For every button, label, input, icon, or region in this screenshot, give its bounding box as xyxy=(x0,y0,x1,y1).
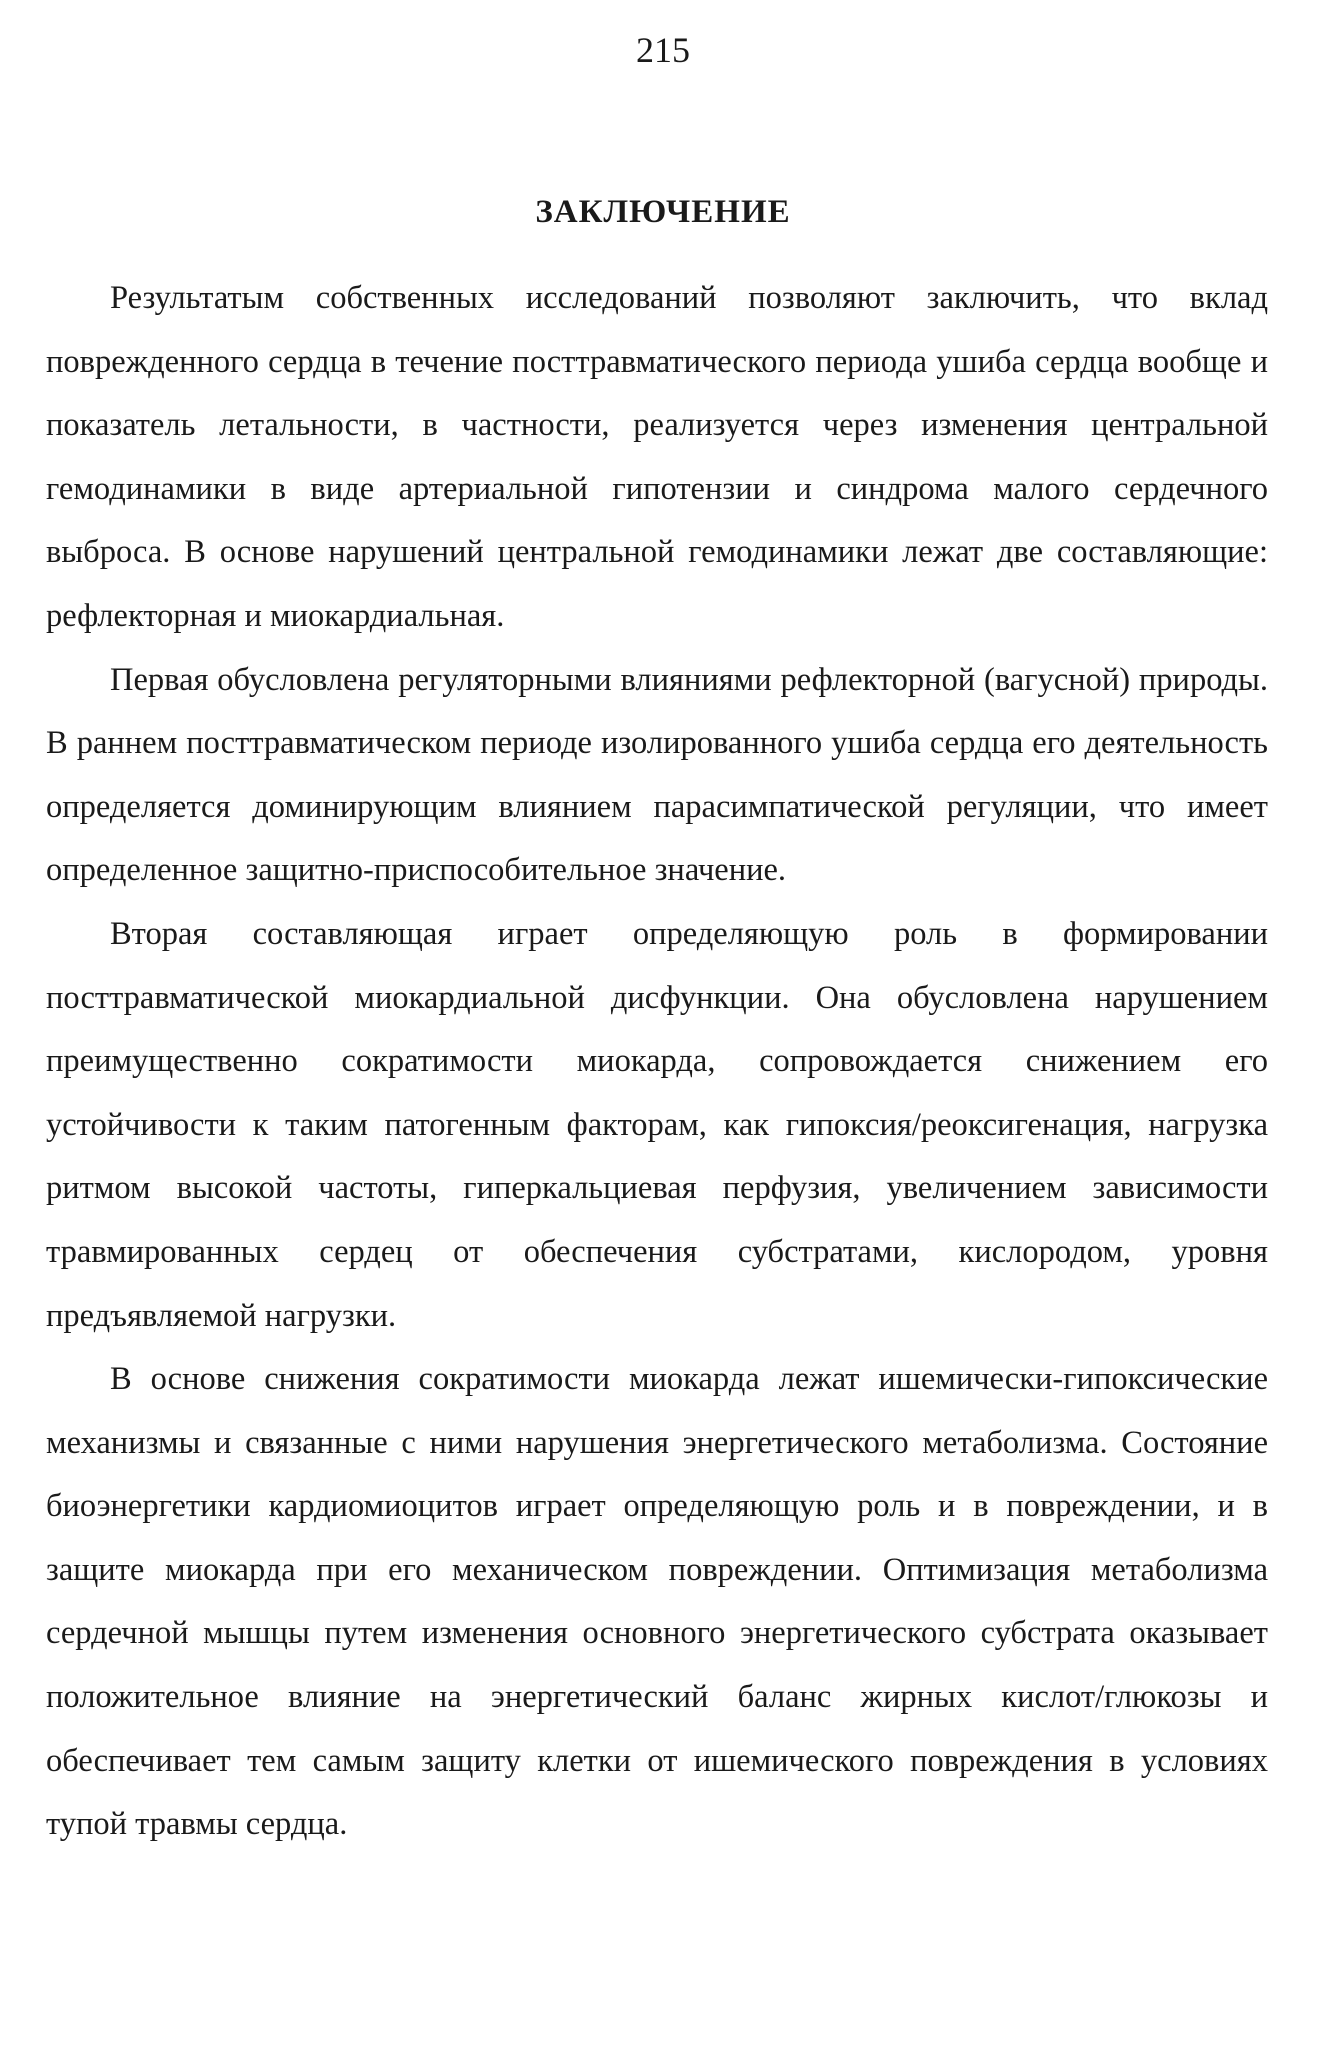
section-heading: ЗАКЛЮЧЕНИЕ xyxy=(535,194,791,230)
paragraph-3: Вторая составляющая играет определяющую роль в формировании посттравматической миокардиальной дисфункции. Она обусловлена нарушением преимущественно сократимости миокарда, сопровождается снижением его устойчивости к таким патогенным факторам, как гипоксия/реоксигенация, нагрузка ритмом высокой частоты, гиперкальциевая перфузия, увеличением зависимости травмированных сердец от обеспечения субстратами, кислородом, уровня предъявляемой нагрузки. xyxy=(46,915,1268,1334)
body-text xyxy=(46,267,1268,1857)
paragraph-2: Первая обусловлена регуляторными влияниями рефлекторной (вагусной) природы. В раннем посттравматическом периоде изолированного ушиба сердца его деятельность определяется доминирующим влиянием парасимпатической регуляции, что имеет определенное защитно-приспособительное значение. xyxy=(46,661,1268,889)
page-number: 215 xyxy=(636,30,690,70)
paragraph-4: В основе снижения сократимости миокарда лежат ишемически-гипоксические механизмы и связанные с ними нарушения энергетического метаболизма. Состояние биоэнергетики кардиомиоцитов играет определяющую роль и в повреждении, и в защите миокарда при его механическом повреждении. Оптимизация метаболизма сердечной мышцы путем изменения основного энергетического субстрата оказывает положительное влияние на энергетический баланс жирных кислот/глюкозы и обеспечивает тем самым защиту клетки от ишемического повреждения в условиях тупой травмы сердца. xyxy=(46,1361,1268,1843)
paragraph-1: Результатым собственных исследований позволяют заключить, что вклад поврежденного сердца в течение посттравматического периода ушиба сердца вообще и показатель летальности, в частности, реализуется через изменения центральной гемодинамики в виде артериальной гипотензии и синдрома малого сердечного выброса. В основе нарушений центральной гемодинамики лежат две составляющие: рефлекторная и миокардиальная. xyxy=(46,280,1268,634)
